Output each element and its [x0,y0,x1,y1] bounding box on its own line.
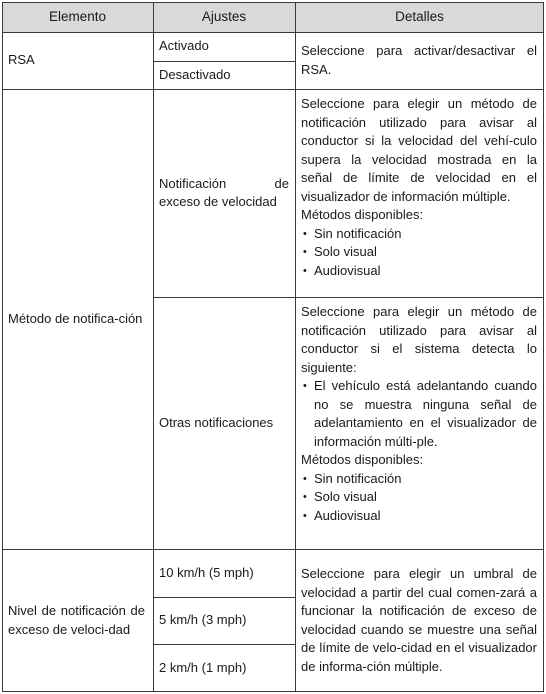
nivel-detail [301,549,537,692]
nivel-option-2: 2 km/h (1 mph) [159,659,247,675]
otras-detail [301,303,537,549]
exceso-detail-text: Seleccione para elegir un método de notificación utilizado para avisar al conductor si la velocidad del vehí-culo supera la velocidad mostrada en la señal de límite de velocidad en el visualizador de información múltiple. [301,96,537,204]
header-detalles: Detalles [295,2,544,32]
nivel-detail-text: Seleccione para elegir un umbral de velocidad a partir del cual comen-zará a funcionar la notificación de exceso de velocidad cuando se muestre una señal de límite de velo-cidad en el visualizador de informa-ción múltiple. [301,566,537,674]
rule [153,2,154,692]
header-elemento: Elemento [2,2,153,32]
rule [2,691,544,692]
rsa-detail-text: Seleccione para activar/desactivar el RSA. [301,43,537,77]
rule [153,297,544,298]
rule [2,549,544,550]
rsa-option-activado: Activado [159,38,209,54]
rule [2,2,3,692]
list-item: • Solo visual [301,488,537,507]
nivel-option-5: 5 km/h (3 mph) [159,612,247,628]
otras-methods-title: Métodos disponibles: [301,452,424,467]
rule [153,597,295,598]
list-item: • El vehículo está adelantando cuando no se muestra ninguna señal de adelantamiento en el visualizador de información múlti-ple. [301,377,537,451]
metodo-label [2,89,153,549]
rule [295,2,296,692]
list-item: • Audiovisual [301,262,537,281]
rsa-detail [301,32,537,89]
header-ajustes: Ajustes [153,2,295,32]
nivel-label [2,549,153,692]
rule [2,32,544,33]
rsa-option-desactivado: Desactivado [159,66,231,82]
exceso-label-text: Notificación de exceso de velocidad [159,175,289,209]
list-item: • Solo visual [301,243,537,262]
rule [543,2,544,692]
list-item: • Audiovisual [301,507,537,526]
nivel-label-text: Nivel de notificación de exceso de veloci-dad [8,603,145,637]
list-item: • Sin notificación [301,225,537,244]
otras-label: Otras notificaciones [159,414,274,430]
list-item: • Sin notificación [301,470,537,489]
exceso-methods-title: Métodos disponibles: [301,207,424,222]
otras-detail-text: Seleccione para elegir un método de notificación utilizado para avisar al conductor si el sistema detecta lo siguiente: [301,304,537,375]
exceso-methods-list [301,225,537,281]
otras-methods-list [301,470,537,526]
rule [2,89,544,90]
rule [2,2,544,3]
otras-conditions-list [301,377,537,451]
settings-table [2,2,544,692]
metodo-label-text: Método de notifica-ción [8,310,143,326]
rule [153,644,295,645]
rsa-label: RSA [8,52,35,68]
rule [153,61,295,62]
nivel-option-10: 10 km/h (5 mph) [159,564,254,580]
exceso-label [153,89,295,297]
exceso-detail [301,95,537,297]
